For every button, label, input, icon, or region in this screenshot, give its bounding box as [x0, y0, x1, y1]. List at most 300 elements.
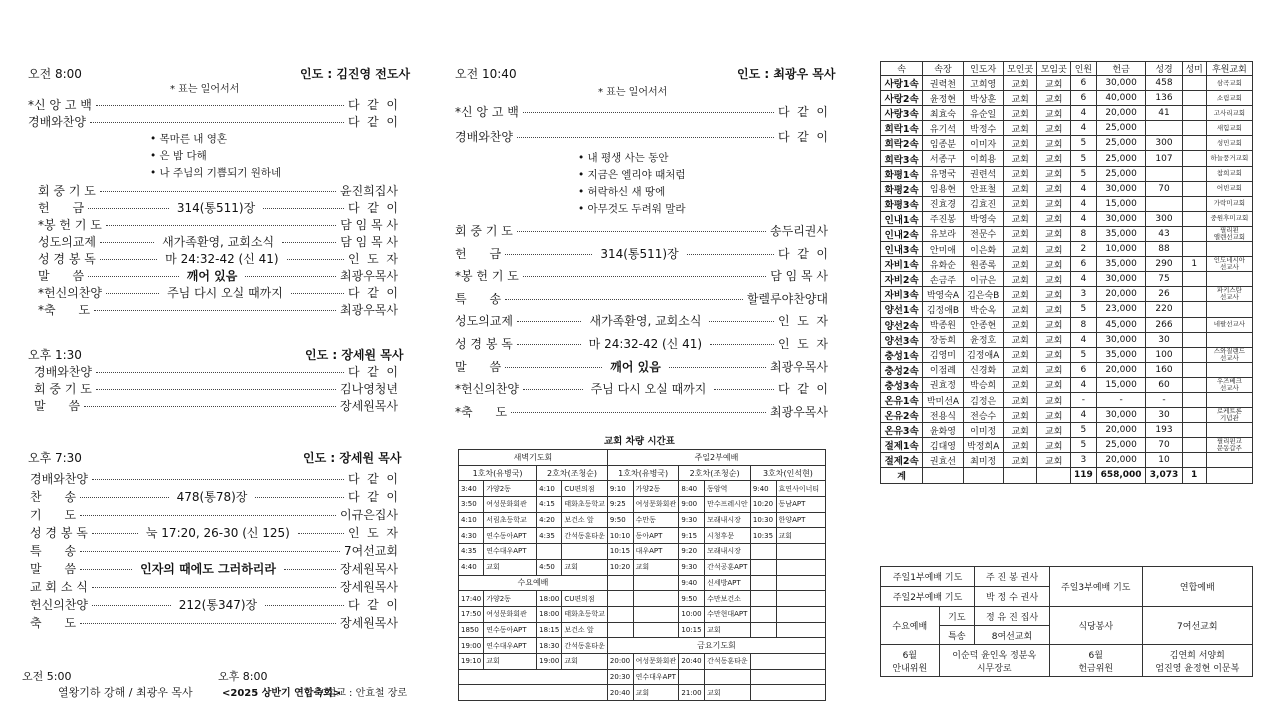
bus-cell: 가양2동: [484, 591, 537, 607]
table-cell: 사랑3속: [881, 106, 923, 121]
duty-person: 박 정 수 권사: [975, 587, 1050, 607]
table-cell: [1182, 408, 1206, 423]
bus-cell: 여성문화회관: [484, 606, 537, 622]
order-item-detail: 눅 17:20, 26-30 (신 125): [145, 526, 290, 540]
song-item: • 은 밤 다해: [150, 148, 281, 165]
bus-cell: [750, 606, 776, 622]
table-cell: 임용현: [923, 181, 963, 196]
table-cell: 양선2속: [881, 317, 923, 332]
order-item: [455, 335, 828, 352]
leader-dots: [94, 310, 336, 311]
column-header: 모인곳: [1003, 62, 1037, 76]
table-cell: 20,000: [1096, 423, 1146, 438]
table-cell: [1206, 453, 1252, 468]
order-item-label: 경배와찬양: [28, 115, 86, 129]
table-cell: 5: [1071, 151, 1097, 166]
table-cell: 로케트론 기념관: [1206, 408, 1252, 423]
order-item-person: 다 같 이: [347, 490, 399, 504]
bus-cell: 4:15: [537, 497, 562, 513]
table-cell: 권련석: [963, 166, 1003, 181]
table-cell: 신경화: [963, 362, 1003, 377]
table-cell: 6: [1071, 257, 1097, 272]
table-cell: 희락3속: [881, 151, 923, 166]
order-item: [455, 245, 828, 262]
order-item: [455, 312, 828, 329]
order-item-detail: 깨어 있음: [610, 359, 661, 374]
order-item-person: 다 같 이: [777, 246, 829, 261]
bus-cell: 여성문화회관: [633, 653, 679, 669]
order-item-label: *헌신의찬양: [455, 382, 519, 397]
order-item: [38, 182, 398, 199]
table-cell: 이은화: [963, 242, 1003, 257]
leader-dots: [505, 299, 743, 300]
table-cell: 박영숙A: [923, 287, 963, 302]
leader-dots: [100, 259, 157, 260]
table-cell: 스와질랜드 선교사: [1206, 347, 1252, 362]
table-cell: 교회: [1003, 392, 1037, 407]
bus-cell: [750, 544, 776, 560]
table-cell: [1182, 332, 1206, 347]
song-list: [578, 150, 686, 218]
table-cell: 교회: [1003, 332, 1037, 347]
order-item-person: 최광우목사: [340, 303, 398, 317]
table-cell: 유보라: [923, 226, 963, 241]
bus-cell: 4:10: [459, 512, 484, 528]
table-cell: 이규은: [963, 272, 1003, 287]
table-cell: [1182, 226, 1206, 241]
total-cell: [963, 468, 1003, 483]
bus-cell: [633, 606, 679, 622]
duty-person: 정 유 진 집사: [975, 607, 1050, 626]
table-cell: 최효숙: [923, 106, 963, 121]
bus-cell: 4:40: [459, 559, 484, 575]
bus-cell: 17:40: [459, 591, 484, 607]
table-cell: 인도네시아 선교사: [1206, 257, 1252, 272]
table-cell: 26: [1146, 287, 1182, 302]
table-cell: [1182, 317, 1206, 332]
duty-label: 기도: [939, 607, 975, 626]
table-row: [459, 638, 826, 654]
bus-cell: 가양2동: [633, 481, 679, 497]
table-cell: 5: [1071, 347, 1097, 362]
table-cell: 300: [1146, 136, 1182, 151]
table-cell: -: [1146, 392, 1182, 407]
table-cell: 전용식: [923, 408, 963, 423]
bus-cell: 10:20: [607, 559, 633, 575]
order-item-person: 담 임 목 사: [340, 235, 398, 249]
table-cell: [1182, 272, 1206, 287]
table-cell: 교회: [1037, 211, 1071, 226]
table-cell: 35,000: [1096, 226, 1146, 241]
table-cell: [1182, 166, 1206, 181]
bus-cell: 9:50: [679, 591, 705, 607]
table-row: [459, 512, 826, 528]
bus-cell: 교회: [562, 653, 608, 669]
table-cell: 박영숙: [963, 211, 1003, 226]
order-item-person: 담 임 목 사: [340, 218, 398, 232]
duty-person: 8여선교회: [975, 626, 1050, 645]
order-item-person: 윤진희집사: [340, 184, 398, 198]
service-leader: 인도 : 최광우 목사: [737, 67, 836, 81]
table-cell: 인내2속: [881, 226, 923, 241]
table-cell: 266: [1146, 317, 1182, 332]
table-cell: 교회: [1003, 257, 1037, 272]
order-item: [28, 96, 398, 113]
order-item-label: 말 씀: [455, 359, 502, 374]
table-cell: [1182, 377, 1206, 392]
table-cell: 양선3속: [881, 332, 923, 347]
table-row: [881, 121, 1253, 136]
table-cell: 10,000: [1096, 242, 1146, 257]
bus-cell: 태화초등학교: [562, 606, 608, 622]
table-cell: 김은숙B: [963, 287, 1003, 302]
table-cell: 윤정호: [963, 332, 1003, 347]
table-cell: [1182, 347, 1206, 362]
table-cell: 주진봉: [923, 211, 963, 226]
table-cell: 중원후미교회: [1206, 211, 1252, 226]
table-cell: 교회: [1037, 332, 1071, 347]
order-item-person: 다 같 이: [777, 105, 828, 119]
duty-label: 식당봉사: [1049, 607, 1142, 645]
table-cell: 장동희: [923, 332, 963, 347]
table-cell: 30,000: [1096, 332, 1146, 347]
total-row: [881, 468, 1253, 483]
leader-dots: [505, 254, 592, 255]
table-cell: 41: [1146, 106, 1182, 121]
bus-cell: 18:30: [537, 638, 562, 654]
table-cell: 교회: [1003, 226, 1037, 241]
leader-dots: [80, 497, 169, 498]
table-cell: 임종분: [923, 136, 963, 151]
table-row: [881, 106, 1253, 121]
bus-cell: 8:40: [679, 481, 705, 497]
order-item-label: 헌 금: [38, 201, 85, 215]
order-item-person: 송두리권사: [770, 224, 828, 238]
column-header: 헌금: [1096, 62, 1146, 76]
table-cell: 김정애B: [923, 302, 963, 317]
table-cell: 교회: [1037, 362, 1071, 377]
duty-person: 연합예배: [1142, 567, 1252, 607]
leader-dots: [80, 569, 132, 570]
leader-dots: [80, 551, 340, 552]
order-item: [38, 216, 398, 233]
leader-dots: [92, 605, 171, 606]
bus-cell: [750, 669, 825, 685]
bus-cell: 수만동: [633, 512, 679, 528]
leader-dots: [709, 321, 774, 322]
leader-dots: [106, 225, 336, 226]
order-item: [455, 267, 828, 284]
table-cell: 교회: [1037, 377, 1071, 392]
total-cell: [1037, 468, 1071, 483]
order-item: [455, 380, 828, 397]
order-item-person: 7여선교회: [343, 544, 398, 558]
bus-cell: 4:20: [537, 512, 562, 528]
table-cell: 교회: [1003, 347, 1037, 362]
bus-cell: 한양APT: [776, 512, 825, 528]
table-cell: 5: [1071, 423, 1097, 438]
table-cell: 4: [1071, 377, 1097, 392]
table-cell: 교회: [1037, 257, 1071, 272]
bus-cell: 9:50: [607, 512, 633, 528]
order-item-person: 인 도 자: [347, 252, 398, 266]
table-cell: 전문수: [963, 226, 1003, 241]
bus-cell: 교회: [776, 528, 825, 544]
bus-cell: 4:35: [459, 544, 484, 560]
table-cell: 8: [1071, 226, 1097, 241]
order-item-label: 성 경 봉 독: [455, 337, 513, 351]
table-cell: 원종록: [963, 257, 1003, 272]
table-cell: 자비2속: [881, 272, 923, 287]
order-item-person: 다 같 이: [347, 201, 399, 215]
order-item-label: *신 앙 고 백: [455, 105, 519, 119]
table-row: [459, 653, 826, 669]
order-item-detail: 새가족환영, 교회소식: [589, 314, 702, 329]
order-item-detail: 주님 다시 오실 때까지: [167, 286, 283, 300]
table-cell: 사랑2속: [881, 91, 923, 106]
table-cell: [1206, 362, 1252, 377]
table-cell: [1182, 181, 1206, 196]
order-item: [30, 596, 398, 613]
duty-label: 6월 헌금위원: [1049, 645, 1142, 677]
table-cell: 4: [1071, 211, 1097, 226]
table-cell: [1182, 91, 1206, 106]
table-row: [881, 242, 1253, 257]
order-item-label: 성 경 봉 독: [30, 526, 88, 540]
leader-dots: [92, 587, 336, 588]
bus-cell: 간석동훈타운: [705, 653, 751, 669]
table-row: [881, 347, 1253, 362]
table-row: [881, 91, 1253, 106]
table-row: [881, 408, 1253, 423]
service-time: 오후 1:30: [28, 348, 82, 362]
table-cell: 15,000: [1096, 196, 1146, 211]
table-cell: 30: [1146, 332, 1182, 347]
order-item-label: 경배와찬양: [30, 472, 88, 486]
bus-cell: 교회: [705, 685, 751, 701]
leader-dots: [298, 533, 344, 534]
table-cell: [1182, 151, 1206, 166]
bus-cell: 수만보건소: [705, 591, 751, 607]
bus-cell: 교회: [562, 559, 608, 575]
order-item: [30, 542, 398, 559]
song-item: • 나 주님의 기쁨되기 원하네: [150, 165, 281, 182]
bus-cell: [776, 622, 825, 638]
table-cell: 김정은: [963, 392, 1003, 407]
table-cell: 교회: [1037, 423, 1071, 438]
column-header: 성경: [1146, 62, 1182, 76]
table-cell: 윤정현: [923, 91, 963, 106]
bus-cell: 10:10: [607, 528, 633, 544]
bus-cell: 9:20: [679, 544, 705, 560]
table-cell: 6: [1071, 76, 1097, 91]
order-item: [30, 488, 398, 505]
bus-cell: 서림초등학교: [484, 512, 537, 528]
table-cell: 30,000: [1096, 76, 1146, 91]
table-cell: 5: [1071, 166, 1097, 181]
order-item: [455, 222, 828, 239]
leader-dots: [245, 276, 336, 277]
table-cell: 35,000: [1096, 257, 1146, 272]
column-header: 후원교회: [1206, 62, 1252, 76]
leader-dots: [517, 321, 582, 322]
bus-cell: 4:30: [459, 528, 484, 544]
table-cell: [1182, 362, 1206, 377]
leader-dots: [687, 254, 774, 255]
leader-dots: [96, 389, 336, 390]
order-item-label: 성 경 봉 독: [38, 252, 96, 266]
leader-dots: [88, 208, 169, 209]
bus-cell: 10:30: [750, 512, 776, 528]
order-item-label: 특 송: [30, 544, 77, 558]
total-cell: 658,000: [1096, 468, 1146, 483]
table-cell: 이미정: [963, 423, 1003, 438]
order-item-label: 회 중 기 도: [455, 224, 513, 238]
leader-dots: [106, 293, 159, 294]
table-cell: 30,000: [1096, 211, 1146, 226]
order-item: [38, 250, 398, 267]
table-cell: 윤화영: [923, 423, 963, 438]
table-cell: 교회: [1003, 408, 1037, 423]
table-cell: 교회: [1003, 211, 1037, 226]
table-cell: 25,000: [1096, 438, 1146, 453]
table-cell: 유화순: [923, 257, 963, 272]
table-cell: 25,000: [1096, 121, 1146, 136]
table-cell: 어빈교회: [1206, 181, 1252, 196]
bus-cell: [607, 591, 633, 607]
duty-label: 수요예배: [881, 607, 940, 645]
bus-cell: [750, 591, 776, 607]
bus-cell: 1850: [459, 622, 484, 638]
song-item: • 목마른 내 영혼: [150, 131, 281, 148]
bus-cell: [776, 575, 825, 591]
table-cell: 진효경: [923, 196, 963, 211]
bus-cell: 9:15: [679, 528, 705, 544]
order-item: [34, 363, 398, 380]
table-cell: 290: [1146, 257, 1182, 272]
bus-cell: [750, 575, 776, 591]
bus-cell: 1호차(유병국): [607, 465, 678, 481]
order-item-label: 성도의교제: [38, 235, 96, 249]
table-cell: 온유2속: [881, 408, 923, 423]
total-cell: 계: [881, 468, 923, 483]
table-cell: 교회: [1037, 242, 1071, 257]
bus-cell: [776, 606, 825, 622]
bus-schedule-table: [458, 449, 826, 701]
table-cell: 박정희A: [963, 438, 1003, 453]
duty-person: 김연희 서양희 엄진영 윤정현 이문복: [1142, 645, 1252, 677]
order-item-label: 헌신의찬양: [30, 598, 88, 612]
table-cell: [1182, 242, 1206, 257]
order-item-detail: 인자의 때에도 그러하리라: [140, 562, 276, 576]
order-item-detail: 주님 다시 오실 때까지: [590, 382, 707, 397]
table-cell: [1206, 423, 1252, 438]
order-item-detail: 마 24:32-42 (신 41): [165, 252, 279, 266]
footer-speaker: / 설교 : 안효철 장로: [320, 688, 408, 699]
table-cell: 4: [1071, 332, 1097, 347]
bus-cell: 효연사이너티: [776, 481, 825, 497]
bus-cell: 4:10: [537, 481, 562, 497]
bus-cell: 18:15: [537, 622, 562, 638]
table-cell: 유순일: [963, 106, 1003, 121]
table-cell: 3: [1071, 287, 1097, 302]
song-list: [150, 131, 281, 182]
bus-cell: [776, 544, 825, 560]
table-cell: 2: [1071, 242, 1097, 257]
bus-cell: 여성문화회관: [633, 497, 679, 513]
table-cell: 교회: [1003, 453, 1037, 468]
table-cell: 김영미: [923, 347, 963, 362]
bus-cell: [633, 591, 679, 607]
table-cell: 40,000: [1096, 91, 1146, 106]
order-item: [34, 397, 398, 414]
table-cell: 인내3속: [881, 242, 923, 257]
table-cell: 220: [1146, 302, 1182, 317]
bus-cell: 신세방APT: [705, 575, 751, 591]
table-cell: 교회: [1037, 76, 1071, 91]
service-time: 오후 7:30: [28, 451, 82, 465]
bus-cell: 19:00: [459, 638, 484, 654]
table-cell: 70: [1146, 181, 1182, 196]
order-item-detail: 212(통347)장: [178, 598, 258, 612]
bus-cell: 시청후문: [705, 528, 751, 544]
table-cell: 권효선: [923, 453, 963, 468]
leader-dots: [517, 344, 581, 345]
bus-cell: 교회: [633, 559, 679, 575]
bus-cell: [633, 575, 679, 591]
song-item: • 지금은 엘리야 때처럼: [578, 167, 686, 184]
service-leader: 인도 : 장세원 목사: [305, 348, 404, 362]
order-item-label: 말 씀: [34, 399, 81, 413]
table-cell: [1182, 196, 1206, 211]
order-item-label: *봉 헌 기 도: [455, 269, 519, 284]
leader-dots: [255, 497, 344, 498]
leader-dots: [714, 389, 774, 390]
bus-cell: 21:00: [679, 685, 705, 701]
table-cell: 교회: [1003, 166, 1037, 181]
order-item-label: *봉 헌 기 도: [38, 218, 102, 232]
table-cell: 가락미교회: [1206, 196, 1252, 211]
table-row: [881, 136, 1253, 151]
bus-cell: 18:00: [537, 606, 562, 622]
bus-cell: [607, 606, 633, 622]
bus-cell: 20:30: [607, 669, 633, 685]
table-cell: 193: [1146, 423, 1182, 438]
order-item: [38, 233, 398, 250]
table-row: [881, 151, 1253, 166]
order-item-detail: 478(통78)장: [176, 490, 248, 504]
bus-cell: 1호차(유병국): [459, 465, 537, 481]
order-item-label: 교 회 소 식: [30, 580, 88, 594]
order-item-person: 장세원목사: [340, 562, 399, 576]
bus-cell: 20:40: [679, 653, 705, 669]
table-cell: 교회: [1037, 347, 1071, 362]
bus-cell: [679, 669, 705, 685]
leader-dots: [287, 259, 344, 260]
order-item-person: 담 임 목 사: [770, 269, 828, 284]
table-cell: [1182, 106, 1206, 121]
table-cell: 필리핀 앨렌선교회: [1206, 226, 1252, 241]
order-item-person: 최광우목사: [340, 269, 398, 283]
column-header: 인원: [1071, 62, 1097, 76]
table-cell: 교회: [1003, 76, 1037, 91]
order-item: [38, 284, 398, 301]
table-cell: 최미정: [963, 453, 1003, 468]
leader-dots: [92, 479, 344, 480]
table-row: [459, 450, 826, 466]
leader-dots: [523, 112, 774, 113]
table-cell: 안종현: [963, 317, 1003, 332]
